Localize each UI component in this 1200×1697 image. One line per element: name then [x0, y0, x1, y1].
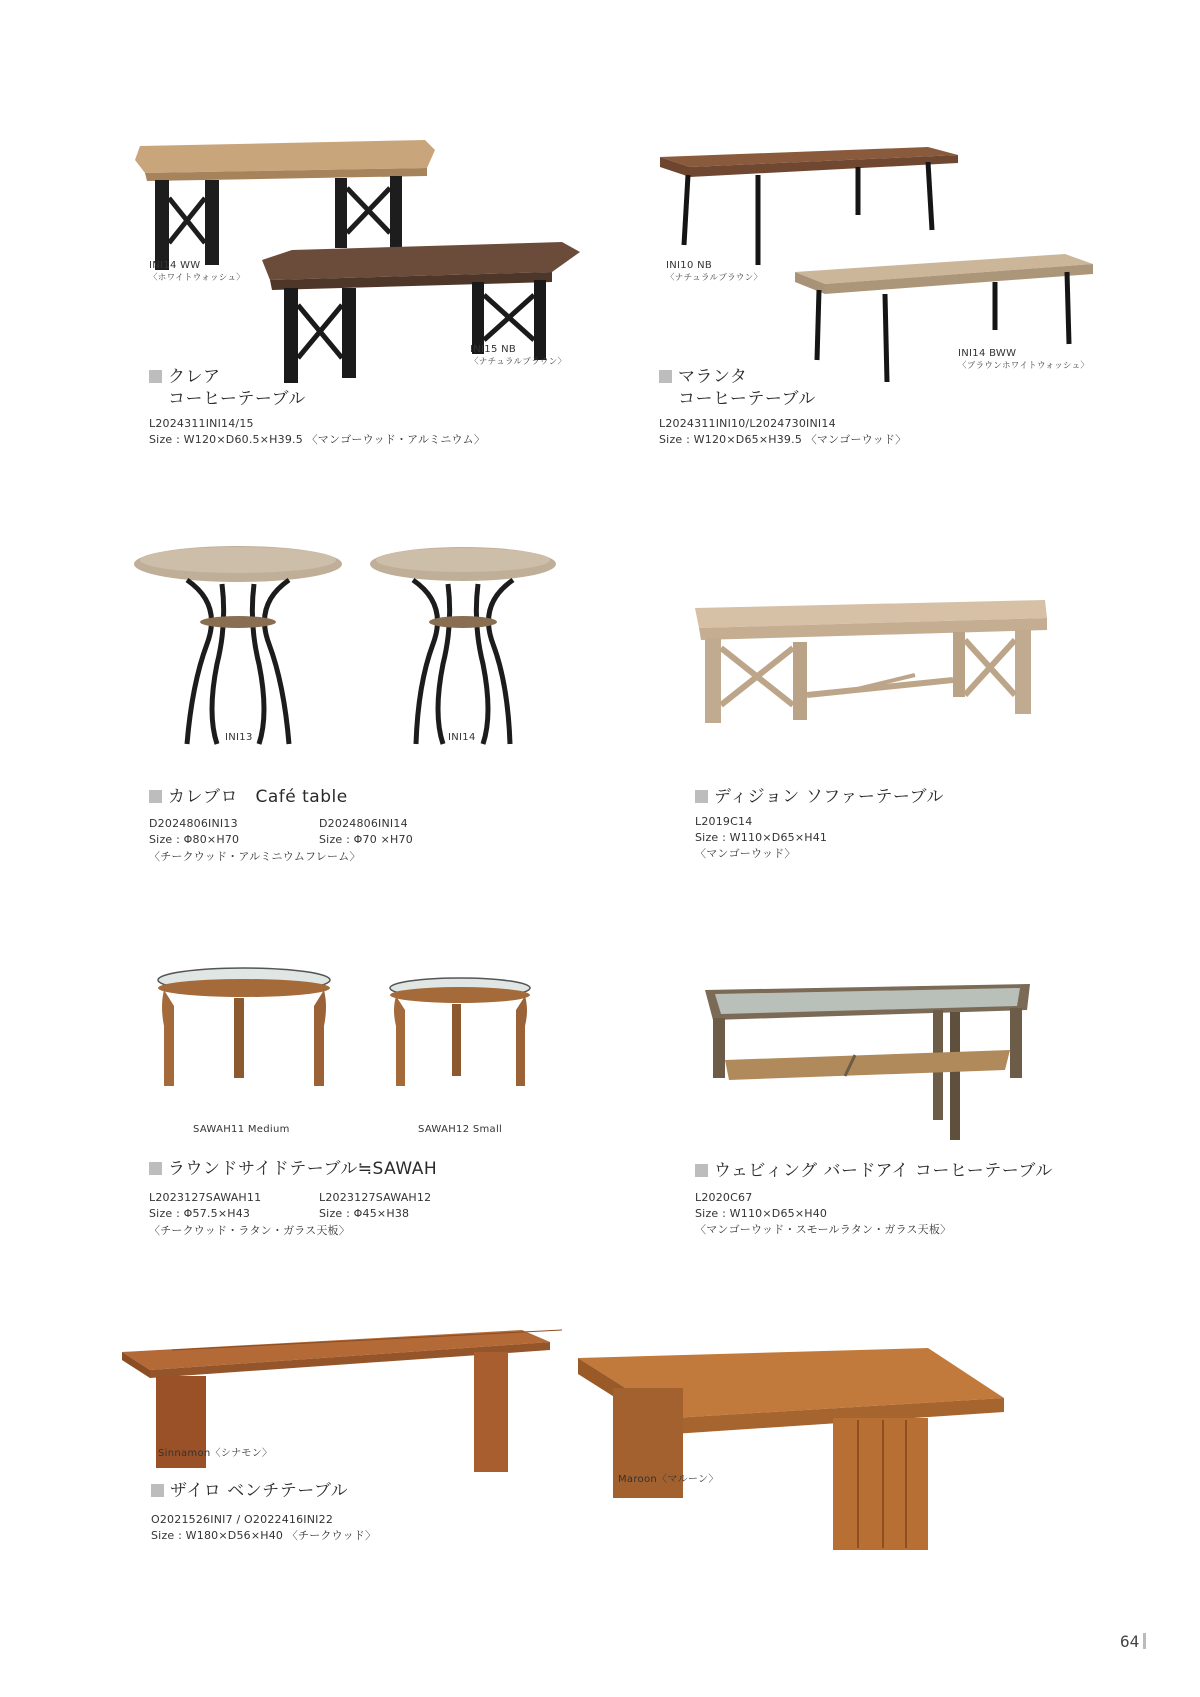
- product-code: L2023127SAWAH12: [319, 1191, 432, 1204]
- variant-label: SAWAH11 Medium: [193, 1124, 290, 1135]
- product-title: ザイロ ベンチテーブル: [151, 1480, 348, 1502]
- product-size: Size : Φ45×H38: [319, 1207, 410, 1220]
- product-code: D2024806INI13: [149, 817, 238, 830]
- dijon-sofa-table-image: [695, 600, 1055, 725]
- variant-code: INI14 WW: [149, 260, 201, 271]
- product-size: Size : W120×D65×H39.5 〈マンゴーウッド〉: [659, 433, 907, 446]
- product-title: マランタ コーヒーテーブル: [659, 366, 816, 410]
- product-spec: [695, 814, 827, 862]
- bullet-square-icon: [149, 790, 162, 803]
- product-code: D2024806INI14: [319, 817, 408, 830]
- bullet-square-icon: [659, 370, 672, 383]
- product-spec: [695, 1190, 951, 1238]
- product-title: ラウンドサイドテーブル≒SAWAH: [149, 1158, 437, 1180]
- product-code: O2021526INI7 / O2022416INI22: [151, 1513, 334, 1526]
- bullet-square-icon: [149, 370, 162, 383]
- product-code: L2024311INI10/L2024730INI14: [659, 417, 836, 430]
- xylo-bench-maroon-image: [578, 1348, 1008, 1553]
- bullet-square-icon: [695, 1164, 708, 1177]
- product-code: L2023127SAWAH11: [149, 1191, 262, 1204]
- product-material: 〈マンゴーウッド〉: [695, 847, 796, 860]
- page-marker-bar: [1143, 1633, 1146, 1649]
- variant-code: INI15 NB: [470, 344, 517, 355]
- product-material: 〈マンゴーウッド・スモールラタン・ガラス天板〉: [695, 1223, 952, 1236]
- product-spec: [659, 416, 906, 448]
- product-size: Size : W120×D60.5×H39.5 〈マンゴーウッド・アルミニウム〉: [149, 433, 486, 446]
- product-spec: [151, 1512, 376, 1544]
- variant-label: [470, 344, 566, 368]
- bullet-square-icon: [695, 790, 708, 803]
- page-number: 64: [1120, 1632, 1146, 1651]
- product-title: カレブロ Café table: [149, 786, 348, 808]
- product-size: Size : W110×D65×H40: [695, 1207, 828, 1220]
- product-code: L2019C14: [695, 815, 753, 828]
- product-code: L2024311INI14/15: [149, 417, 254, 430]
- sawah-small-table-image: [388, 976, 533, 1091]
- product-title: ウェビィング バードアイ コーヒーテーブル: [695, 1160, 1053, 1182]
- variant-color: 〈ホワイトウォッシュ〉: [149, 273, 246, 283]
- variant-color: 〈ナチュラルブラウン〉: [666, 273, 763, 283]
- variant-code: INI10 NB: [666, 260, 713, 271]
- product-size: Size : Φ57.5×H43: [149, 1207, 251, 1220]
- product-size: Size : Φ70 ×H70: [319, 833, 413, 846]
- variant-label: INI14: [448, 732, 476, 743]
- variant-label: SAWAH12 Small: [418, 1124, 503, 1135]
- product-size: Size : W110×D65×H41: [695, 831, 828, 844]
- sawah-medium-table-image: [154, 966, 334, 1091]
- calebro-cafe-table-small-image: [368, 544, 558, 754]
- variant-label: [958, 348, 1089, 372]
- variant-label: Sinnamon〈シナモン〉: [158, 1448, 273, 1459]
- variant-color: 〈ブラウンホワイトウォッシュ〉: [958, 361, 1090, 371]
- product-size: Size : W180×D56×H40 〈チークウッド〉: [151, 1529, 377, 1542]
- variant-label: INI13: [225, 732, 253, 743]
- webbing-birdeye-coffee-table-image: [705, 980, 1035, 1140]
- product-spec: [149, 416, 485, 448]
- product-title: クレア コーヒーテーブル: [149, 366, 306, 410]
- bullet-square-icon: [151, 1484, 164, 1497]
- product-material: 〈チークウッド・アルミニウムフレーム〉: [149, 850, 361, 863]
- variant-label: [666, 260, 762, 284]
- variant-label: Maroon〈マルーン〉: [618, 1474, 719, 1485]
- variant-code: INI14 BWW: [958, 348, 1017, 359]
- product-size: Size : Φ80×H70: [149, 833, 240, 846]
- variant-color: 〈ナチュラルブラウン〉: [470, 357, 567, 367]
- product-title: ディジョン ソファーテーブル: [695, 786, 944, 808]
- product-code: L2020C67: [695, 1191, 753, 1204]
- product-material: 〈チークウッド・ラタン・ガラス天板〉: [149, 1224, 350, 1237]
- variant-label: [149, 260, 245, 284]
- bullet-square-icon: [149, 1162, 162, 1175]
- calebro-cafe-table-large-image: [132, 544, 344, 754]
